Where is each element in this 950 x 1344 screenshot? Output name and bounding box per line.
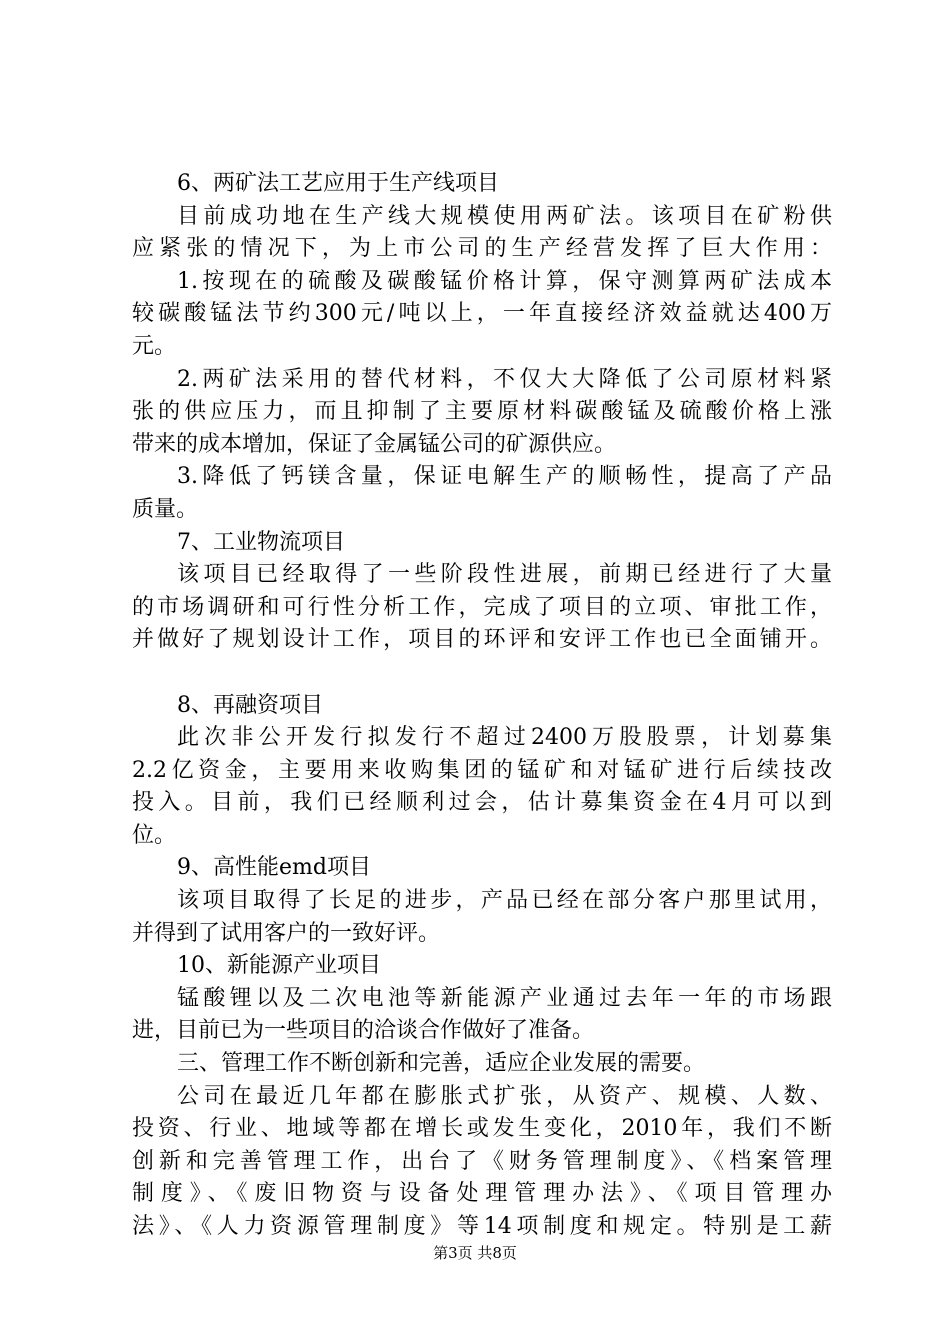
paragraph-line: 位。 [132,822,177,848]
heading-new-energy-project: 10、新能源产业项目 [177,953,381,979]
paragraph-line: 该项目取得了长足的进步，产品已经在部分客户那里试用， [177,888,832,914]
paragraph-line: 锰酸锂以及二次电池等新能源产业通过去年一年的市场跟 [177,985,832,1011]
heading-two-ore-process: 6、两矿法工艺应用于生产线项目 [177,171,499,196]
paragraph-line: 此次非公开发行拟发行不超过2400万股股票，计划募集 [177,725,832,751]
paragraph-line: 张的供应压力，而且抑制了主要原材料碳酸锰及硫酸价格上涨 [132,399,832,425]
heading-emd-project: 9、高性能emd项目 [177,855,371,881]
page-footer: 第3页 共8页 [433,1244,517,1262]
paragraph-line: 的市场调研和可行性分析工作，完成了项目的立项、审批工作， [132,594,832,620]
paragraph-line: 制度》、《废旧物资与设备处理管理办法》、《项目管理办 [132,1181,832,1207]
paragraph-line: 1.按现在的硫酸及碳酸锰价格计算，保守测算两矿法成本 [177,268,832,294]
paragraph-line: 2.2亿资金，主要用来收购集团的锰矿和对锰矿进行后续技改 [132,757,832,783]
paragraph-gap [132,657,832,690]
paragraph-line: 法》、《人力资源管理制度》等14项制度和规定。特别是工薪 [132,1214,832,1239]
paragraph-line: 并得到了试用客户的一致好评。 [132,920,441,946]
paragraph-line: 投入。目前，我们已经顺利过会，估计募集资金在4月可以到 [132,790,832,816]
paragraph-line: 公司在最近几年都在膨胀式扩张，从资产、规模、人数、 [177,1083,832,1109]
paragraph-line: 创新和完善管理工作，出台了《财务管理制度》、《档案管理 [132,1148,832,1174]
heading-logistics-project: 7、工业物流项目 [177,529,345,555]
paragraph-line: 较碳酸锰法节约300元/吨以上，一年直接经济效益就达400万 [132,301,832,327]
paragraph-line: 该项目已经取得了一些阶段性进展，前期已经进行了大量 [177,562,832,588]
heading-management-section: 三、管理工作不断创新和完善，适应企业发展的需要。 [177,1051,706,1077]
paragraph-line: 带来的成本增加，保证了金属锰公司的矿源供应。 [132,431,617,457]
heading-refinancing-project: 8、再融资项目 [177,692,323,718]
paragraph-line: 并做好了规划设计工作，项目的环评和安评工作也已全面铺开。 [132,627,832,653]
document-body [132,168,832,1244]
paragraph-line: 投资、行业、地域等都在增长或发生变化，2010年，我们不断 [132,1116,832,1142]
paragraph-line: 应紧张的情况下，为上市公司的生产经营发挥了巨大作用： [132,236,832,262]
paragraph-line: 3.降低了钙镁含量，保证电解生产的顺畅性，提高了产品 [177,464,832,490]
paragraph-line: 2.两矿法采用的替代材料，不仅大大降低了公司原材料紧 [177,366,832,392]
paragraph-line: 元。 [132,333,177,359]
paragraph-line: 进，目前已为一些项目的洽谈合作做好了准备。 [132,1018,595,1044]
paragraph-line: 质量。 [132,496,199,522]
paragraph-line: 目前成功地在生产线大规模使用两矿法。该项目在矿粉供 [177,203,832,229]
